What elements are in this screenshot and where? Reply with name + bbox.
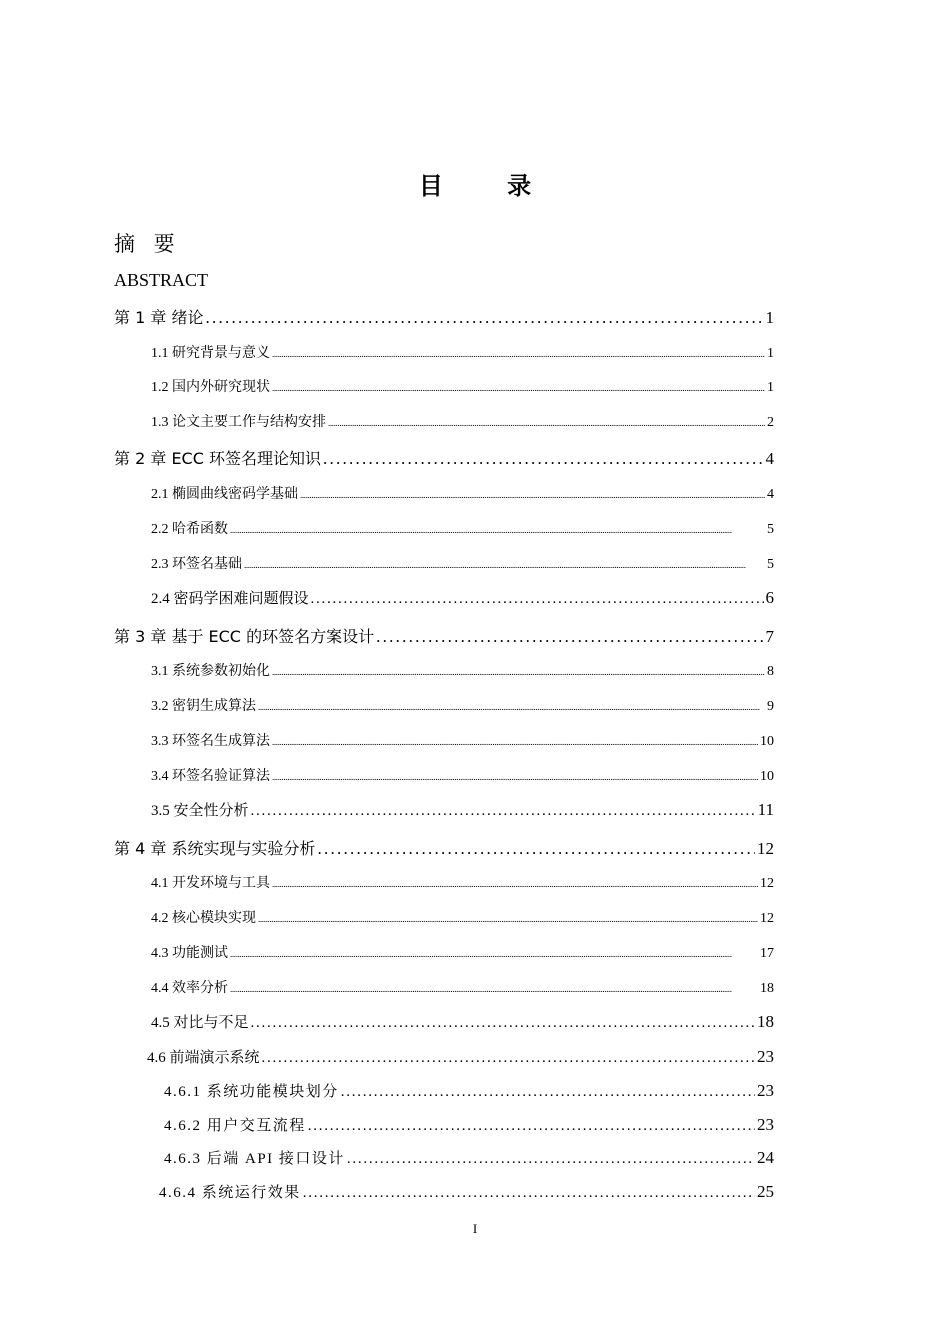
toc-entry-label: 4.6.2 用户交互流程 bbox=[164, 1118, 306, 1134]
toc-entry-page: 7 bbox=[765, 627, 774, 646]
toc-entry-chapter-4[interactable] bbox=[114, 836, 774, 859]
toc-entry-section[interactable] bbox=[151, 342, 774, 362]
toc-entry-page: 25 bbox=[757, 1182, 774, 1201]
toc-entry-chapter-1[interactable] bbox=[114, 305, 774, 328]
toc-entry-section[interactable] bbox=[151, 1011, 774, 1032]
page-title: 目 录 bbox=[418, 172, 560, 200]
toc-leader bbox=[272, 734, 758, 750]
toc-entry-subsection[interactable] bbox=[164, 1114, 774, 1135]
toc-entry-page: 9 bbox=[767, 699, 774, 714]
toc-entry-page: 23 bbox=[757, 1081, 774, 1100]
toc-entry-chapter-2[interactable] bbox=[114, 446, 774, 469]
toc-entry-section[interactable] bbox=[151, 799, 774, 820]
toc-entry-section[interactable] bbox=[151, 942, 774, 962]
toc-entry-label: 4.5 对比与不足 bbox=[151, 1015, 249, 1031]
toc-entry-page: 10 bbox=[760, 734, 774, 749]
toc-entry-label: 4.6.4 系统运行效果 bbox=[159, 1185, 301, 1201]
toc-leader bbox=[308, 1118, 755, 1135]
toc-entry-page: 2 bbox=[767, 415, 774, 430]
toc-entry-label: 3.4 环签名验证算法 bbox=[151, 769, 270, 784]
toc-entry-page: 1 bbox=[765, 308, 774, 327]
toc-entry-page: 4 bbox=[767, 487, 774, 502]
toc-leader bbox=[258, 699, 765, 715]
toc-entry-label: 4.6 前端演示系统 bbox=[147, 1050, 260, 1066]
toc-entry-section[interactable] bbox=[147, 1046, 774, 1067]
toc-entry-label: 第 2 章 ECC 环签名理论知识 bbox=[114, 449, 321, 468]
toc-leader bbox=[272, 380, 765, 396]
toc-entry-label: 第 4 章 系统实现与实验分析 bbox=[114, 839, 316, 858]
toc-entry-section[interactable] bbox=[151, 977, 774, 997]
toc-entry-page: 23 bbox=[757, 1047, 774, 1066]
toc-leader bbox=[230, 522, 765, 538]
toc-entry-section[interactable] bbox=[151, 553, 774, 573]
toc-leader bbox=[328, 415, 765, 431]
toc-leader bbox=[311, 591, 764, 608]
toc-entry-label: 第 3 章 基于 ECC 的环签名方案设计 bbox=[114, 627, 375, 646]
toc-entry-section[interactable] bbox=[151, 765, 774, 785]
toc-leader bbox=[303, 1185, 755, 1202]
toc-entry-label: 3.3 环签名生成算法 bbox=[151, 734, 270, 749]
toc-leader bbox=[262, 1050, 755, 1067]
toc-entry-section[interactable] bbox=[151, 695, 774, 715]
toc-entry-label: 4.1 开发环境与工具 bbox=[151, 876, 270, 891]
toc-leader bbox=[272, 346, 765, 362]
toc-entry-section[interactable] bbox=[151, 518, 774, 538]
toc-leader bbox=[272, 876, 758, 892]
toc-entry-page: 6 bbox=[765, 588, 774, 607]
toc-entry-label: 4.6.1 系统功能模块划分 bbox=[164, 1084, 339, 1100]
toc-entry-label: 4.3 功能测试 bbox=[151, 946, 228, 961]
toc-entry-label: 1.3 论文主要工作与结构安排 bbox=[151, 415, 326, 430]
toc-leader bbox=[230, 981, 758, 997]
toc-entry-section[interactable] bbox=[151, 907, 774, 927]
toc-leader bbox=[244, 557, 765, 573]
toc-entry-label: 2.1 椭圆曲线密码学基础 bbox=[151, 487, 298, 502]
toc-entry-section[interactable] bbox=[151, 730, 774, 750]
toc-entry-page: 12 bbox=[760, 911, 774, 926]
toc-leader bbox=[251, 803, 756, 820]
toc-entry-subsection[interactable] bbox=[164, 1080, 774, 1101]
toc-entry-section[interactable] bbox=[151, 587, 774, 608]
toc-entry-label: 第 1 章 绪论 bbox=[114, 308, 204, 327]
toc-leader bbox=[251, 1015, 755, 1032]
toc-leader bbox=[230, 946, 758, 962]
toc-entry-page: 18 bbox=[757, 1012, 774, 1031]
toc-entry-page: 12 bbox=[757, 839, 774, 858]
toc-entry-page: 11 bbox=[757, 800, 774, 819]
toc-entry-page: 1 bbox=[767, 380, 774, 395]
toc-entry-label: 2.3 环签名基础 bbox=[151, 557, 242, 572]
toc-entry-section[interactable] bbox=[151, 376, 774, 396]
toc-entry-label: 2.2 哈希函数 bbox=[151, 522, 228, 537]
toc-entry-label: 3.2 密钥生成算法 bbox=[151, 699, 256, 714]
toc-leader bbox=[341, 1084, 755, 1101]
footer-page-number: I bbox=[472, 1221, 478, 1236]
toc-entry-page: 1 bbox=[767, 346, 774, 361]
toc-entry-page: 5 bbox=[767, 557, 774, 572]
toc-entry-section[interactable] bbox=[151, 660, 774, 680]
toc-abstract-en[interactable]: ABSTRACT bbox=[114, 270, 209, 290]
toc-entry-page: 5 bbox=[767, 522, 774, 537]
toc-entry-page: 18 bbox=[760, 981, 774, 996]
toc-entry-label: 4.6.3 后端 API 接口设计 bbox=[164, 1151, 345, 1167]
toc-entry-page: 12 bbox=[760, 876, 774, 891]
toc-entry-page: 17 bbox=[760, 946, 774, 961]
toc-abstract-cn[interactable]: 摘 要 bbox=[114, 232, 181, 256]
toc-leader bbox=[323, 449, 764, 469]
toc-leader bbox=[205, 308, 763, 328]
toc-leader bbox=[258, 911, 758, 927]
toc-leader bbox=[317, 839, 755, 859]
toc-leader bbox=[272, 664, 765, 680]
toc-leader bbox=[272, 769, 758, 785]
toc-entry-section[interactable] bbox=[151, 411, 774, 431]
toc-leader bbox=[300, 487, 765, 503]
toc-entry-label: 4.2 核心模块实现 bbox=[151, 911, 256, 926]
toc-entry-section[interactable] bbox=[151, 872, 774, 892]
toc-entry-page: 8 bbox=[767, 664, 774, 679]
toc-entry-label: 3.1 系统参数初始化 bbox=[151, 664, 270, 679]
toc-entry-subsection[interactable] bbox=[159, 1181, 774, 1202]
toc-entry-page: 10 bbox=[760, 769, 774, 784]
toc-leader bbox=[347, 1151, 755, 1168]
toc-entry-label: 1.1 研究背景与意义 bbox=[151, 346, 270, 361]
toc-entry-subsection[interactable] bbox=[164, 1147, 774, 1168]
toc-entry-label: 4.4 效率分析 bbox=[151, 981, 228, 996]
toc-entry-label: 1.2 国内外研究现状 bbox=[151, 380, 270, 395]
toc-entry-section[interactable] bbox=[151, 483, 774, 503]
toc-leader bbox=[376, 627, 763, 647]
toc-entry-label: 3.5 安全性分析 bbox=[151, 803, 249, 819]
toc-entry-chapter-3[interactable] bbox=[114, 624, 774, 647]
toc-entry-label: 2.4 密码学困难问题假设 bbox=[151, 591, 309, 607]
toc-entry-page: 24 bbox=[757, 1148, 774, 1167]
toc-entry-page: 23 bbox=[757, 1115, 774, 1134]
toc-entry-page: 4 bbox=[765, 449, 774, 468]
